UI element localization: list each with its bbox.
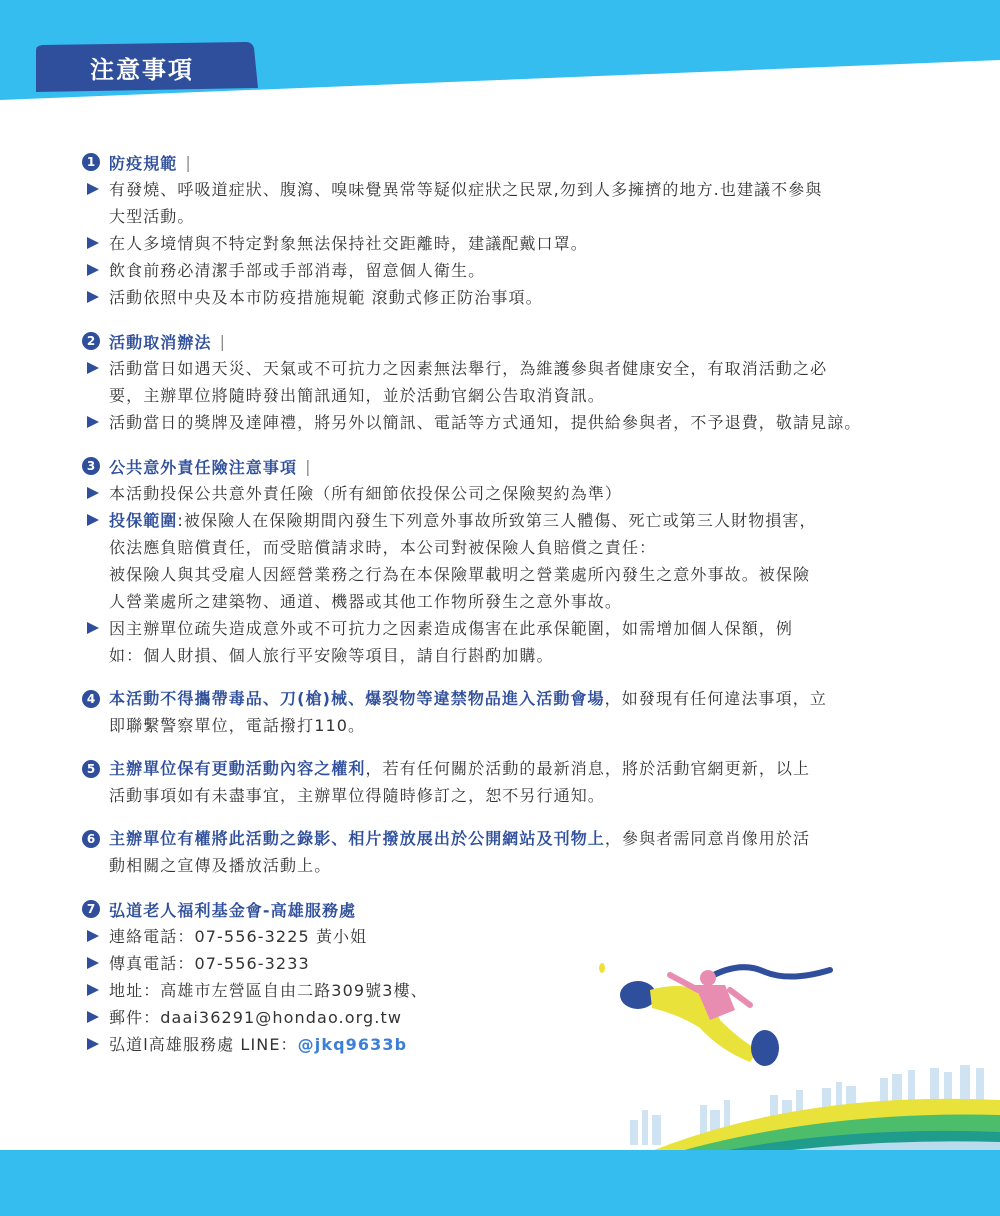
note-row — [82, 685, 922, 739]
note-emphasis: 主辦單位保有更動活動內容之權利 — [109, 759, 366, 778]
item-text: 郵件：daai36291@hondao.org.tw — [109, 1008, 403, 1027]
item-text: :被保險人在保險期間內發生下列意外事故所致第三人體傷、死亡或第三人財物損害， — [177, 511, 817, 530]
list-item — [82, 615, 922, 669]
triangle-bullet-icon — [87, 957, 99, 969]
list-item — [82, 480, 922, 507]
title-separator: | — [185, 152, 192, 172]
item-text: 有發燒、呼吸道症狀、腹瀉、嗅味覺異常等疑似症狀之民眾,勿到人多擁擠的地方.也建議不參與 — [109, 180, 823, 199]
list-item — [82, 355, 922, 409]
number-badge: 4 — [82, 690, 100, 708]
triangle-bullet-icon — [87, 264, 99, 276]
triangle-bullet-icon — [87, 237, 99, 249]
item-text: 本活動投保公共意外責任險（所有細節依投保公司之保險契約為準） — [109, 484, 623, 503]
triangle-bullet-icon — [87, 416, 99, 428]
section-heading — [82, 452, 922, 480]
triangle-bullet-icon — [87, 362, 99, 374]
note-emphasis: 主辦單位有權將此活動之錄影、相片撥放展出於公開網站及刊物上 — [109, 829, 605, 848]
footer-band — [0, 1150, 1000, 1216]
triangle-bullet-icon — [87, 622, 99, 634]
jumping-person-icon — [620, 970, 779, 1066]
item-list — [82, 176, 922, 311]
item-text: 連絡電話：07-556-3225 黃小姐 — [109, 927, 368, 946]
contact-phone — [82, 923, 922, 950]
section-title: 弘道老人福利基金會-高雄服務處 — [109, 900, 357, 920]
triangle-bullet-icon — [87, 984, 99, 996]
number-badge: 2 — [82, 332, 100, 350]
item-text: 飲食前務必清潔手部或手部消毒，留意個人衛生。 — [109, 261, 486, 280]
item-text: 在人多境情與不特定對象無法保持社交距離時，建議配戴口罩。 — [109, 234, 588, 253]
line-id: @jkq9633b — [297, 1035, 408, 1054]
triangle-bullet-icon — [87, 1038, 99, 1050]
note-text — [109, 825, 810, 879]
list-item — [82, 257, 922, 284]
title-separator: | — [219, 331, 227, 351]
number-badge: 1 — [82, 153, 100, 171]
section-media-rights — [82, 825, 922, 879]
section-title: 防疫規範 — [109, 153, 178, 173]
section-cancellation — [82, 327, 922, 436]
section-heading — [82, 895, 922, 923]
coverage-label: 投保範圍 — [109, 511, 178, 530]
item-text: 弘道l高雄服務處 LINE： — [109, 1035, 298, 1054]
item-list — [82, 480, 922, 669]
note-emphasis: 本活動不得攜帶毒品、刀(槍)械、爆裂物等違禁物品進入活動會場 — [109, 689, 605, 708]
note-text — [109, 685, 827, 739]
number-badge: 6 — [82, 830, 100, 848]
ribbon-icon — [708, 967, 830, 978]
section-title: 公共意外責任險注意事項 — [109, 457, 298, 477]
triangle-bullet-icon — [87, 1011, 99, 1023]
triangle-bullet-icon — [87, 514, 99, 526]
note-rest: ，如發現有任何違法事項，立 — [604, 689, 827, 708]
item-text: 如：個人財損、個人旅行平安險等項目，請自行斟酌加購。 — [109, 646, 554, 665]
item-list — [82, 355, 922, 436]
note-row — [82, 825, 922, 879]
item-text: 人營業處所之建築物、通道、機器或其他工作物所發生之意外事故。 — [109, 592, 623, 611]
note-rest: 動相關之宣傳及播放活動上。 — [109, 856, 332, 875]
notice-content — [82, 148, 922, 1074]
item-text: 依法應負賠償責任，而受賠償請求時，本公司對被保險人負賠償之責任： — [109, 538, 657, 557]
note-rest: ，若有任何關於活動的最新消息，將於活動官網更新，以上 — [365, 759, 811, 778]
page-title: 注意事項 — [90, 56, 194, 84]
list-item — [82, 284, 922, 311]
item-text: 活動當日的獎牌及達陣禮，將另外以簡訊、電話等方式通知，提供給參與者，不予退費，敬請見諒。 — [109, 413, 862, 432]
triangle-bullet-icon — [87, 930, 99, 942]
spark-icon — [599, 963, 605, 973]
section-title: 活動取消辦法 — [109, 332, 212, 352]
number-badge: 5 — [82, 760, 100, 778]
item-text: 大型活動。 — [109, 207, 195, 226]
triangle-bullet-icon — [87, 291, 99, 303]
item-text: 被保險人與其受雇人因經營業務之行為在本保險單載明之營業處所內發生之意外事故。被保險 — [109, 565, 811, 584]
section-change-rights — [82, 755, 922, 809]
note-rest: 即聯繫警察單位，電話撥打110。 — [109, 716, 366, 735]
list-item — [82, 409, 922, 436]
number-badge: 3 — [82, 457, 100, 475]
item-text: 要，主辦單位將隨時發出簡訊通知，並於活動官網公告取消資訊。 — [109, 386, 605, 405]
list-item — [82, 507, 922, 615]
item-text: 因主辦單位疏失造成意外或不可抗力之因素造成傷害在此承保範圍，如需增加個人保額，例 — [109, 619, 794, 638]
title-separator: | — [305, 456, 312, 476]
item-text: 活動當日如遇天災、天氣或不可抗力之因素無法舉行，為維護參與者健康安全，有取消活動之必 — [109, 359, 828, 378]
note-rest: 活動事項如有未盡事宜，主辦單位得隨時修訂之，恕不另行通知。 — [109, 786, 605, 805]
runner-illustration — [590, 950, 1000, 1160]
note-text — [109, 755, 810, 809]
section-heading — [82, 148, 922, 176]
section-insurance — [82, 452, 922, 669]
section-epidemic-prevention — [82, 148, 922, 311]
item-text: 活動依照中央及本市防疫措施規範 滾動式修正防治事項。 — [109, 288, 543, 307]
item-text: 地址：高雄市左營區自由二路309號3樓、 — [109, 981, 428, 1000]
section-prohibited-items — [82, 685, 922, 739]
list-item — [82, 176, 922, 230]
number-badge: 7 — [82, 900, 100, 918]
list-item — [82, 230, 922, 257]
triangle-bullet-icon — [87, 487, 99, 499]
note-rest: ，參與者需同意肖像用於活 — [604, 829, 811, 848]
triangle-bullet-icon — [87, 183, 99, 195]
item-text: 傳真電話：07-556-3233 — [109, 954, 310, 973]
note-row — [82, 755, 922, 809]
section-heading — [82, 327, 922, 355]
